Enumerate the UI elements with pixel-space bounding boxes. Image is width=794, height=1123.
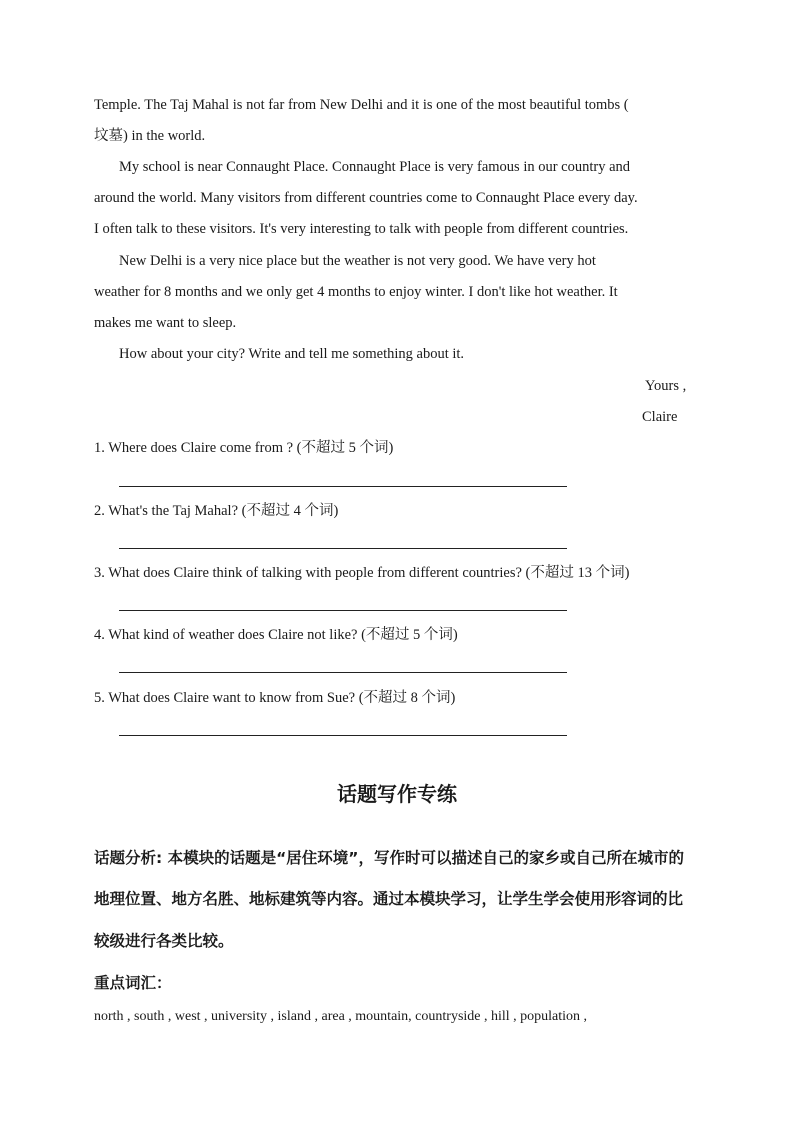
answer-line-5[interactable] — [119, 735, 567, 736]
analysis-line: 地理位置、地方名胜、地标建筑等内容。通过本模块学习，让学生学会使用形容词的比 — [94, 890, 684, 908]
passage-line: Temple. The Taj Mahal is not far from New Delhi and it is one of the most beautiful tombs ( — [94, 97, 629, 113]
analysis-line: 较级进行各类比较。 — [94, 932, 234, 950]
passage-line: How about your city? Write and tell me something about it. — [119, 346, 465, 362]
passage-line: My school is near Connaught Place. Connaught Place is very famous in our country and — [119, 159, 631, 175]
answer-line-1[interactable] — [119, 486, 567, 487]
passage-line: makes me want to sleep. — [94, 315, 237, 331]
answer-line-2[interactable] — [119, 548, 567, 549]
question-1: 1. Where does Claire come from ? (不超过 5 个词) — [94, 440, 394, 456]
vocab-heading: 重点词汇： — [94, 974, 172, 992]
letter-signature: Claire — [642, 409, 678, 425]
answer-line-4[interactable] — [119, 672, 567, 673]
passage-line: 坟墓) in the world. — [94, 128, 206, 144]
answer-line-3[interactable] — [119, 610, 567, 611]
question-3: 3. What does Claire think of talking with people from different countries? (不超过 13 个词) — [94, 565, 630, 581]
passage-line: New Delhi is a very nice place but the weather is not very good. We have very hot — [119, 253, 596, 269]
passage-line: around the world. Many visitors from different countries come to Connaught Place every day. — [94, 190, 638, 206]
passage-line: weather for 8 months and we only get 4 months to enjoy winter. I don't like hot weather. It — [94, 284, 618, 300]
question-5: 5. What does Claire want to know from Sue? (不超过 8 个词) — [94, 690, 456, 706]
passage-line: I often talk to these visitors. It's very interesting to talk with people from different countries. — [94, 221, 629, 237]
question-4: 4. What kind of weather does Claire not like? (不超过 5 个词) — [94, 627, 458, 643]
analysis-line: 话题分析: 本模块的话题是“居住环境”，写作时可以描述自己的家乡或自己所在城市的 — [94, 849, 684, 867]
section-title: 话题写作专练 — [337, 782, 457, 806]
question-2: 2. What's the Taj Mahal? (不超过 4 个词) — [94, 503, 339, 519]
vocab-list: north , south , west , university , island , area , mountain, countryside , hill , population , — [94, 1009, 588, 1024]
letter-closing: Yours , — [645, 378, 687, 394]
